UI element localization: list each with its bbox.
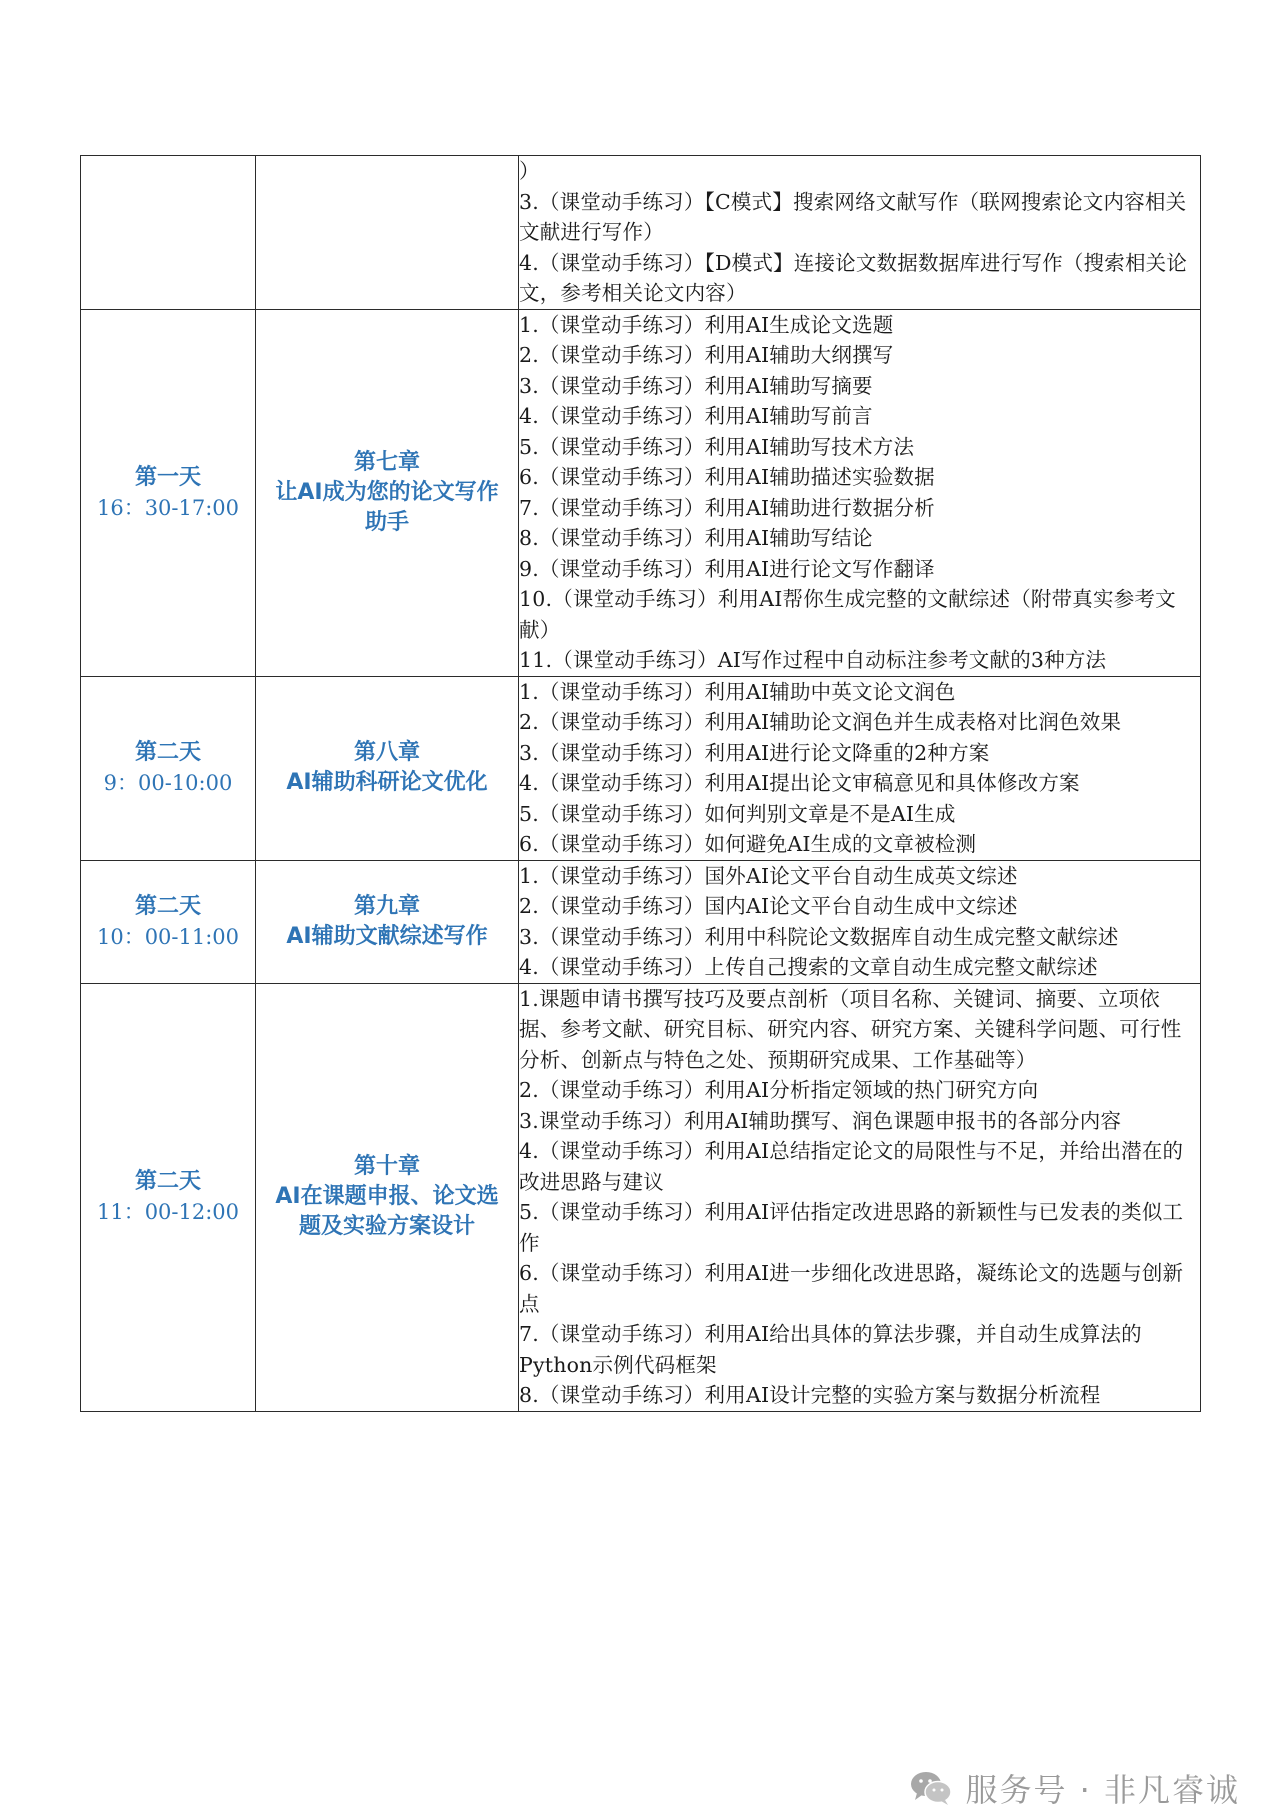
list-item: 8.（课堂动手练习）利用AI设计完整的实验方案与数据分析流程	[519, 1383, 1101, 1407]
day-label: 第二天	[134, 1169, 201, 1194]
list-item: 8.（课堂动手练习）利用AI辅助写结论	[519, 526, 873, 550]
time-label: 9：00-10:00	[103, 771, 233, 795]
list-item: 4.（课堂动手练习）利用AI提出论文审稿意见和具体修改方案	[519, 771, 1080, 795]
content-cell	[519, 156, 1201, 310]
list-item: 5.（课堂动手练习）如何判别文章是不是AI生成	[519, 801, 956, 826]
list-item: 4.（课堂动手练习）【D模式】连接论文数据数据库进行写作（搜索相关论文，参考相关论文内容）	[519, 250, 1188, 305]
chapter-title: 让AI成为您的论文写作助手	[275, 479, 499, 535]
time-label: 11：00-12:00	[96, 1200, 240, 1224]
list-item: 4.（课堂动手练习）上传自己搜索的文章自动生成完整文献综述	[519, 955, 1098, 979]
list-item: 3.（课堂动手练习）利用AI进行论文降重的2种方案	[519, 740, 990, 765]
table-row	[81, 860, 1201, 983]
content-cell	[519, 860, 1201, 983]
list-item: 3.课堂动手练习）利用AI辅助撰写、润色课题申报书的各部分内容	[519, 1108, 1122, 1133]
chapter-title: AI辅助科研论文优化	[286, 770, 488, 795]
list-item: 1.（课堂动手练习）利用AI辅助中英文论文润色	[519, 679, 956, 704]
time-label: 16：30-17:00	[96, 495, 240, 520]
day-label: 第一天	[134, 464, 201, 490]
chapter-title: AI在课题申报、论文选题及实验方案设计	[275, 1184, 499, 1239]
content-cell	[519, 983, 1201, 1411]
list-item: 9.（课堂动手练习）利用AI进行论文写作翻译	[519, 556, 935, 581]
list-item: 2.（课堂动手练习）利用AI分析指定领域的热门研究方向	[519, 1078, 1039, 1102]
list-item: 3.（课堂动手练习）【C模式】搜索网络文献写作（联网搜索论文内容相关文献进行写作）	[519, 189, 1187, 244]
table-row	[81, 983, 1201, 1411]
list-item: 2.（课堂动手练习）利用AI辅助论文润色并生成表格对比润色效果	[519, 710, 1122, 734]
list-item: 6.（课堂动手练习）如何避免AI生成的文章被检测	[519, 832, 977, 856]
time-cell	[81, 309, 256, 676]
day-label: 第二天	[134, 893, 201, 919]
chapter-cell	[256, 676, 519, 860]
content-cell	[519, 676, 1201, 860]
list-item: 6.（课堂动手练习）利用AI辅助描述实验数据	[519, 465, 935, 489]
list-item: 6.（课堂动手练习）利用AI进一步细化改进思路，凝练论文的选题与创新点	[519, 1261, 1184, 1316]
time-cell	[81, 860, 256, 983]
list-item: 1.课题申请书撰写技巧及要点剖析（项目名称、关键词、摘要、立项依据、参考文献、研究目标、研究内容、研究方案、关键科学问题、可行性分析、创新点与特色之处、预期研究成果、工作基础等）	[519, 986, 1182, 1072]
list-item: 1.（课堂动手练习）国外AI论文平台自动生成英文综述	[519, 863, 1018, 888]
list-item: 2.（课堂动手练习）利用AI辅助大纲撰写	[519, 343, 894, 367]
list-item: 10.（课堂动手练习）利用AI帮你生成完整的文献综述（附带真实参考文献）	[519, 587, 1176, 642]
time-label: 10：00-11:00	[96, 924, 240, 949]
chapter-cell	[256, 156, 519, 310]
list-item: 11.（课堂动手练习）AI写作过程中自动标注参考文献的3种方法	[519, 648, 1107, 672]
list-item: 7.（课堂动手练习）利用AI辅助进行数据分析	[519, 495, 935, 520]
time-cell	[81, 156, 256, 310]
chapter-cell	[256, 309, 519, 676]
chapter-number: 第九章	[353, 893, 420, 919]
list-item: 3.（课堂动手练习）利用AI辅助写摘要	[519, 373, 873, 398]
footer-text: 服务号 · 非凡睿诚	[965, 1771, 1240, 1809]
list-item: 7.（课堂动手练习）利用AI给出具体的算法步骤，并自动生成算法的Python示例代码框架	[519, 1322, 1142, 1377]
list-item: 1.（课堂动手练习）利用AI生成论文选题	[519, 312, 894, 337]
chapter-cell	[256, 860, 519, 983]
time-cell	[81, 983, 256, 1411]
wechat-icon	[909, 1770, 953, 1806]
chapter-cell	[256, 983, 519, 1411]
chapter-number: 第八章	[353, 740, 420, 765]
chapter-title: AI辅助文献综述写作	[286, 923, 488, 949]
list-item: 4.（课堂动手练习）利用AI辅助写前言	[519, 404, 873, 428]
list-item: ）	[519, 159, 540, 183]
day-label: 第二天	[134, 740, 201, 765]
table-row	[81, 676, 1201, 860]
list-item: 4.（课堂动手练习）利用AI总结指定论文的局限性与不足，并给出潜在的改进思路与建议	[519, 1139, 1184, 1194]
course-schedule-table	[80, 155, 1201, 1412]
table-row	[81, 156, 1201, 310]
chapter-number: 第十章	[353, 1154, 420, 1179]
list-item: 3.（课堂动手练习）利用中科院论文数据库自动生成完整文献综述	[519, 924, 1119, 949]
time-cell	[81, 676, 256, 860]
list-item: 2.（课堂动手练习）国内AI论文平台自动生成中文综述	[519, 894, 1018, 918]
list-item: 5.（课堂动手练习）利用AI辅助写技术方法	[519, 434, 915, 459]
footer-watermark	[909, 1768, 1240, 1808]
chapter-number: 第七章	[353, 449, 420, 475]
list-item: 5.（课堂动手练习）利用AI评估指定改进思路的新颖性与已发表的类似工作	[519, 1200, 1184, 1255]
content-cell	[519, 309, 1201, 676]
table-row	[81, 309, 1201, 676]
